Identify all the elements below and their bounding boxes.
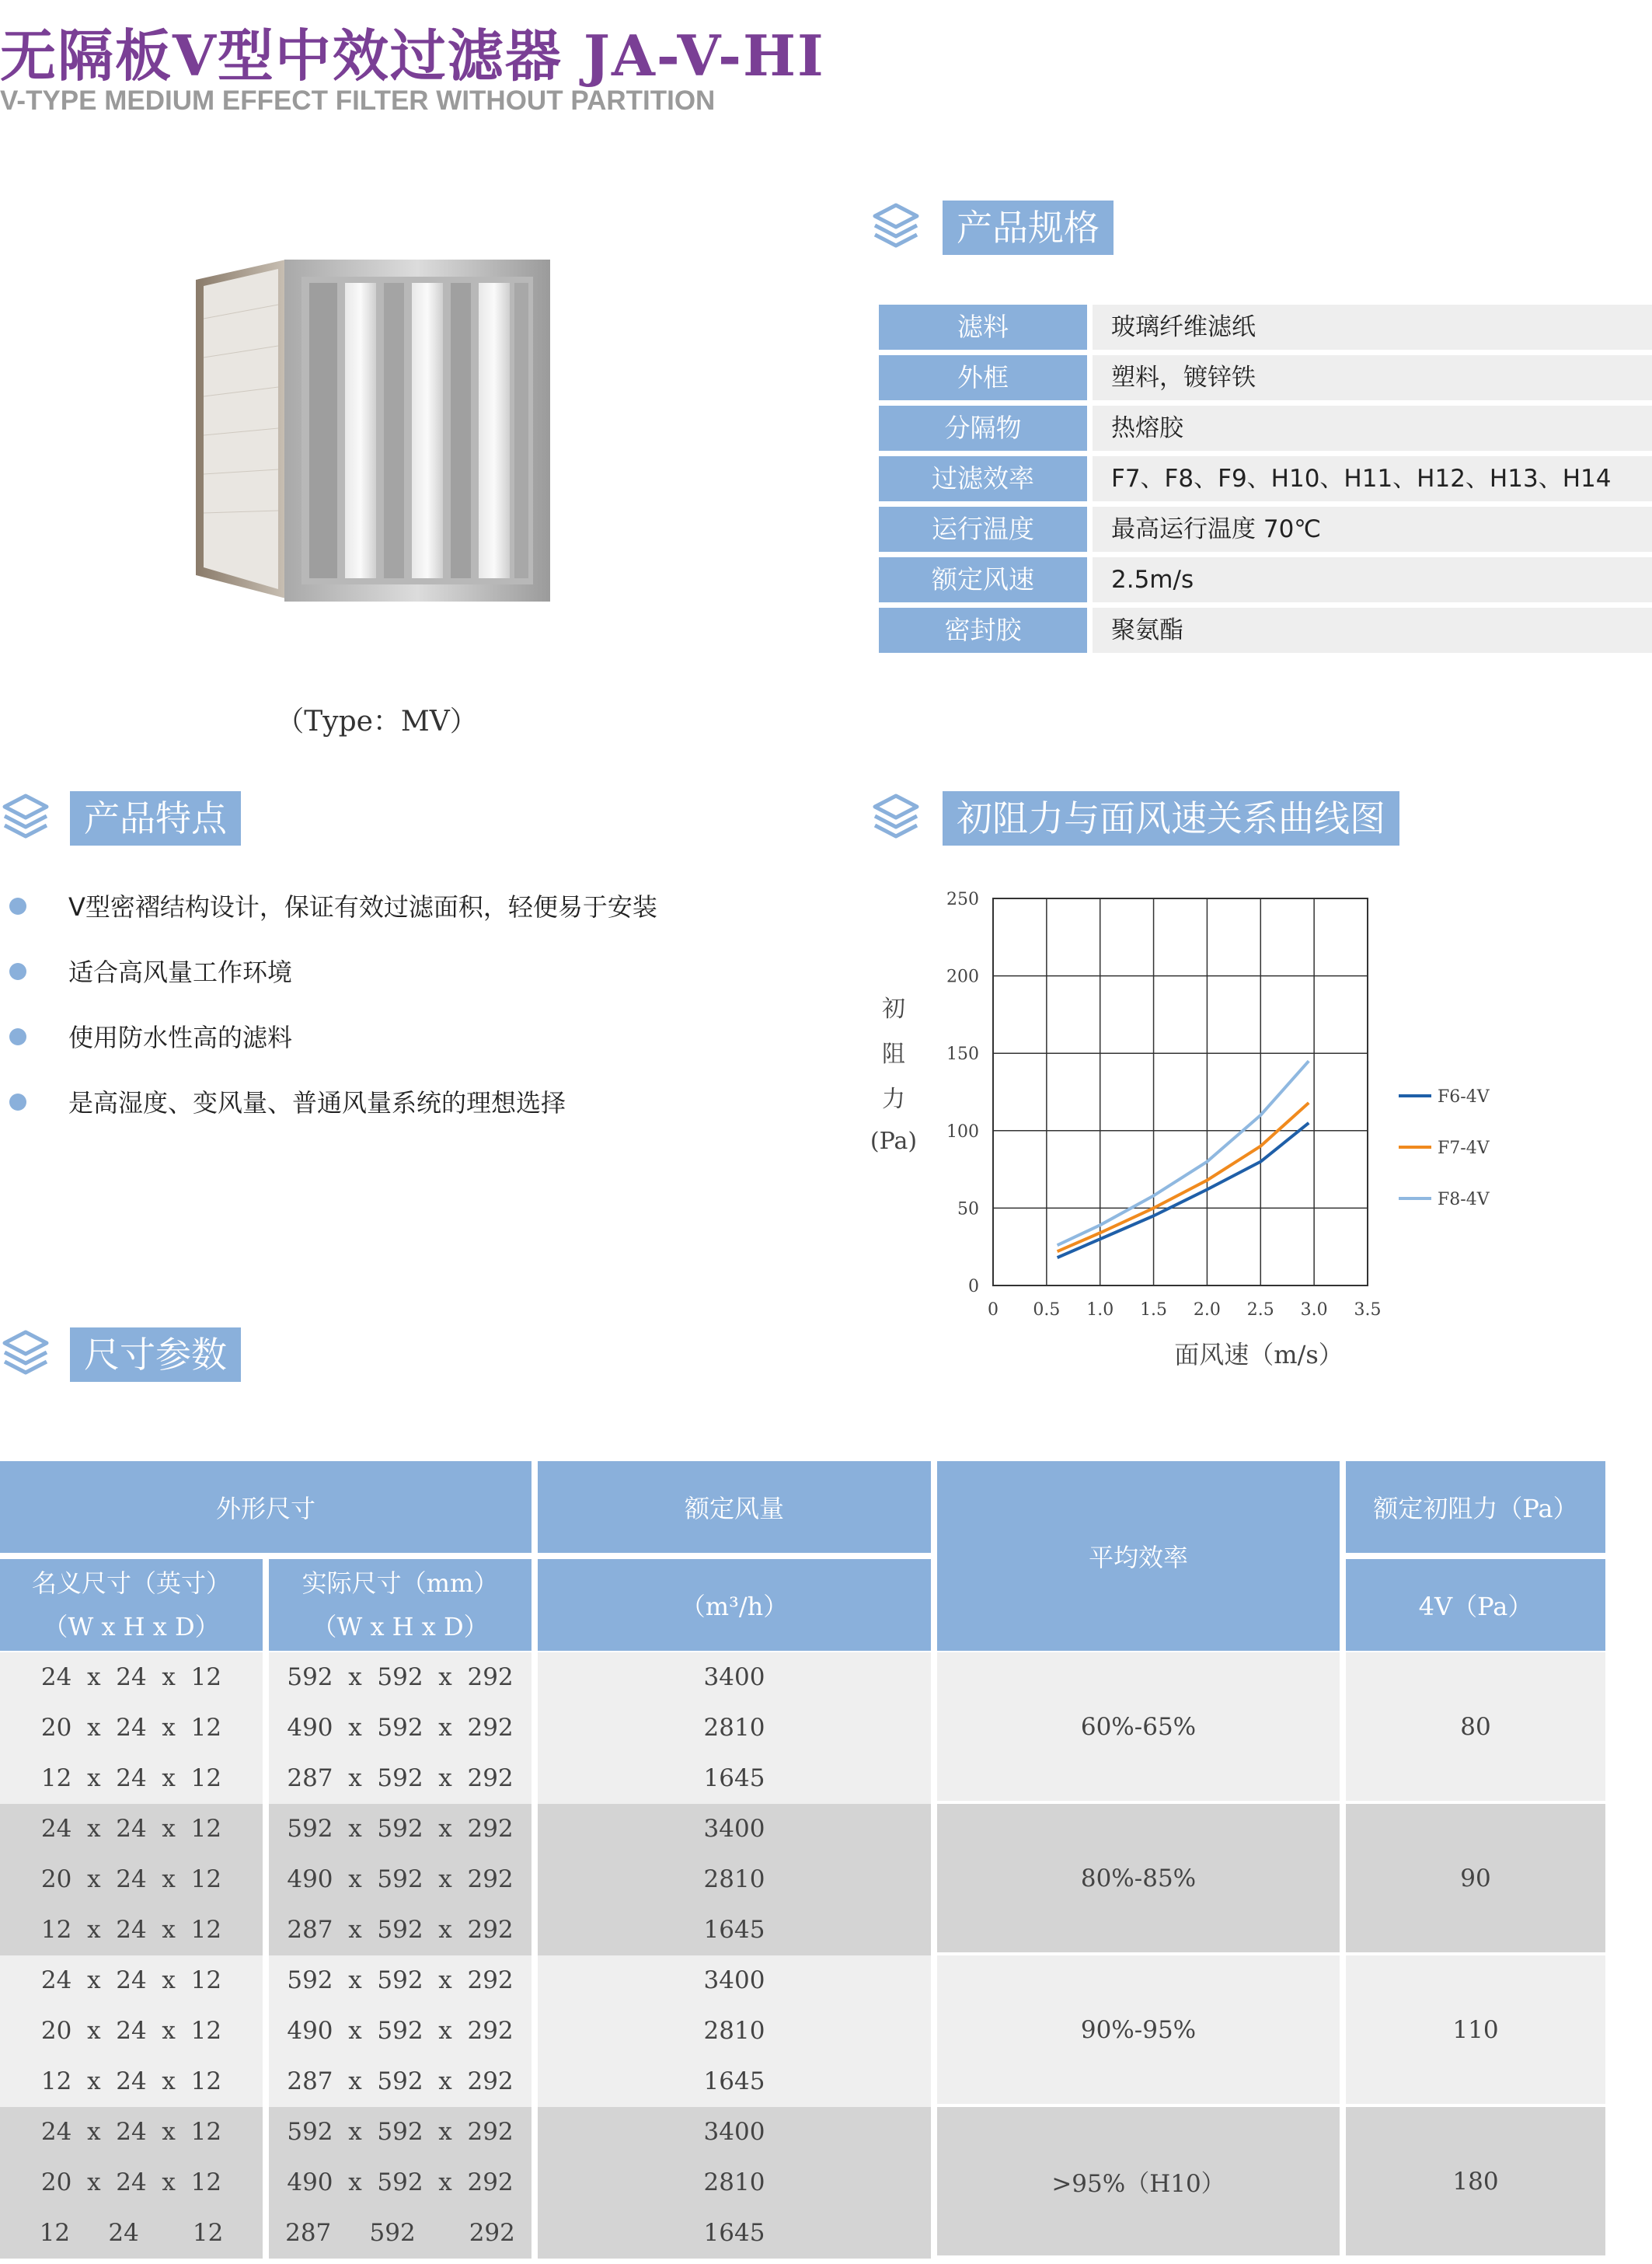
th-nominal-line1: 名义尺寸（英寸） [31, 1568, 231, 1598]
cell-nominal: 24 x 24 x 12 [40, 1663, 222, 1691]
th-nominal-line2: （W x H x D） [43, 1612, 220, 1641]
th-resistance: 额定初阻力（Pa） [1346, 1461, 1605, 1553]
cell-actual: 287 x 592 x 292 [287, 2067, 514, 2095]
cell-airflow: 1645 [703, 2067, 765, 2095]
spec-row [879, 456, 1652, 501]
cell-airflow: 1645 [703, 1764, 765, 1792]
cell-efficiency: 90%-95% [937, 1955, 1340, 2104]
cell-actual: 490 x 592 x 292 [287, 2017, 514, 2045]
y-tick-label: 50 [957, 1199, 979, 1219]
layers-icon [870, 201, 922, 255]
cell-airflow: 2810 [703, 1714, 765, 1742]
th-efficiency: 平均效率 [937, 1461, 1340, 1651]
feature-item: 使用防水性高的滤料 [68, 1023, 293, 1052]
cell-airflow: 3400 [703, 1663, 765, 1691]
spec-row [879, 305, 1652, 350]
spec-row [879, 406, 1652, 451]
spec-key: 过滤效率 [879, 456, 1087, 501]
cell-airflow: 3400 [703, 1966, 765, 1994]
cell-actual: 592 x 592 x 292 [287, 1663, 514, 1691]
chart-ylabel [863, 987, 925, 1161]
spec-key: 运行温度 [879, 507, 1087, 552]
chart-ylabel-3: 力 [882, 1086, 905, 1113]
cell-airflow: 3400 [703, 1815, 765, 1843]
cell-resistance: 180 [1346, 2107, 1605, 2255]
y-tick-label: 250 [946, 890, 979, 909]
th-airflow: 额定风量 [538, 1461, 931, 1553]
th-actual-line2: （W x H x D） [312, 1612, 489, 1641]
layers-icon [0, 1327, 51, 1382]
layers-icon [0, 791, 51, 846]
spec-key: 密封胶 [879, 608, 1087, 653]
spec-row [879, 557, 1652, 602]
y-tick-label: 150 [946, 1045, 979, 1065]
page-subtitle: V-TYPE MEDIUM EFFECT FILTER WITHOUT PARTITION [0, 85, 716, 116]
bullet-icon [9, 963, 26, 980]
spec-value: 热熔胶 [1093, 406, 1652, 451]
spec-value: 最高运行温度 70℃ [1093, 507, 1652, 552]
chart-xlabel: 面风速（m/s） [1174, 1340, 1344, 1369]
bullet-icon [9, 1094, 26, 1111]
feature-item: 适合高风量工作环境 [68, 958, 293, 987]
cell-airflow: 2810 [703, 2168, 765, 2196]
feature-item: 是高湿度、变风量、普通风量系统的理想选择 [68, 1088, 566, 1118]
cell-actual: 490 x 592 x 292 [287, 2168, 514, 2196]
x-tick-label: 2.0 [1193, 1300, 1221, 1320]
th-resistance-sub: 4V（Pa） [1346, 1559, 1605, 1651]
cell-actual: 287 592 292 [285, 2219, 515, 2247]
spec-row [879, 355, 1652, 400]
cell-efficiency: 80%-85% [937, 1804, 1340, 1952]
y-tick-label: 100 [946, 1122, 979, 1142]
cell-nominal: 24 x 24 x 12 [40, 1815, 222, 1843]
cell-airflow: 1645 [703, 2219, 765, 2247]
cell-nominal: 12 x 24 x 12 [40, 2067, 222, 2095]
cell-airflow: 2810 [703, 1865, 765, 1893]
x-tick-label: 0.5 [1033, 1300, 1061, 1320]
cell-nominal: 12 x 24 x 12 [40, 1916, 222, 1944]
cell-nominal: 20 x 24 x 12 [40, 2017, 222, 2045]
spec-value: 2.5m/s [1093, 557, 1652, 602]
cell-nominal: 24 x 24 x 12 [40, 1966, 222, 1994]
cell-airflow: 2810 [703, 2017, 765, 2045]
spec-value: F7、F8、F9、H10、H11、H12、H13、H14 [1093, 456, 1652, 501]
cell-nominal: 20 x 24 x 12 [40, 1714, 222, 1742]
cell-nominal: 20 x 24 x 12 [40, 2168, 222, 2196]
spec-value: 塑料，镀锌铁 [1093, 355, 1652, 400]
y-tick-label: 0 [968, 1277, 979, 1296]
th-nominal [0, 1559, 263, 1651]
cell-actual: 287 x 592 x 292 [287, 1764, 514, 1792]
cell-nominal: 20 x 24 x 12 [40, 1865, 222, 1893]
y-tick-label: 200 [946, 967, 979, 987]
chart-section-title: 初阻力与面风速关系曲线图 [943, 791, 1399, 846]
x-tick-label: 3.5 [1354, 1300, 1382, 1320]
cell-actual: 287 x 592 x 292 [287, 1916, 514, 1944]
x-tick-label: 0 [988, 1300, 999, 1320]
page-title: 无隔板V型中效过滤器 JA-V-HI [0, 23, 825, 89]
spec-key: 滤料 [879, 305, 1087, 350]
cell-nominal: 24 x 24 x 12 [40, 2118, 222, 2146]
series-line-f6-4v [1058, 1123, 1309, 1258]
cell-actual: 592 x 592 x 292 [287, 2118, 514, 2146]
x-tick-label: 1.0 [1086, 1300, 1114, 1320]
cell-nominal: 12 x 24 x 12 [40, 1764, 222, 1792]
chart-ylabel-4: (Pa) [870, 1128, 918, 1155]
cell-resistance: 80 [1346, 1652, 1605, 1801]
size-section-title: 尺寸参数 [70, 1327, 241, 1382]
feature-item: V型密褶结构设计，保证有效过滤面积，轻便易于安装 [68, 892, 657, 922]
photo-caption: （Type：MV） [276, 706, 478, 738]
cell-efficiency: 60%-65% [937, 1652, 1340, 1801]
cell-actual: 592 x 592 x 292 [287, 1966, 514, 1994]
cell-resistance: 90 [1346, 1804, 1605, 1952]
spec-value: 玻璃纤维滤纸 [1093, 305, 1652, 350]
product-photo [193, 256, 553, 614]
plot-frame [993, 898, 1368, 1285]
cell-actual: 490 x 592 x 292 [287, 1714, 514, 1742]
spec-value: 聚氨酯 [1093, 608, 1652, 653]
th-airflow-unit: （m³/h） [538, 1559, 931, 1651]
cell-airflow: 1645 [703, 1916, 765, 1944]
legend-label: F8-4V [1438, 1190, 1490, 1209]
th-outer: 外形尺寸 [0, 1461, 531, 1553]
chart-ylabel-2: 阻 [882, 1041, 905, 1068]
spec-row [879, 608, 1652, 653]
cell-actual: 490 x 592 x 292 [287, 1865, 514, 1893]
x-tick-label: 3.0 [1300, 1300, 1328, 1320]
spec-key: 外框 [879, 355, 1087, 400]
spec-key: 分隔物 [879, 406, 1087, 451]
x-tick-label: 1.5 [1140, 1300, 1168, 1320]
chart-ylabel-1: 初 [882, 996, 905, 1023]
spec-section-title: 产品规格 [943, 201, 1114, 255]
cell-nominal: 12 24 12 [39, 2219, 224, 2247]
bullet-icon [9, 1028, 26, 1045]
legend-label: F6-4V [1438, 1087, 1490, 1107]
x-tick-label: 2.5 [1246, 1300, 1274, 1320]
th-actual [269, 1559, 531, 1651]
features-section-title: 产品特点 [70, 791, 241, 846]
th-actual-line1: 实际尺寸（mm） [301, 1568, 499, 1598]
legend-label: F7-4V [1438, 1139, 1490, 1158]
bullet-icon [9, 898, 26, 915]
spec-key: 额定风速 [879, 557, 1087, 602]
resistance-chart [925, 870, 1652, 1337]
cell-resistance: 110 [1346, 1955, 1605, 2104]
cell-efficiency: >95%（H10） [937, 2107, 1340, 2255]
spec-row [879, 507, 1652, 552]
cell-airflow: 3400 [703, 2118, 765, 2146]
cell-actual: 592 x 592 x 292 [287, 1815, 514, 1843]
layers-icon [870, 791, 922, 846]
